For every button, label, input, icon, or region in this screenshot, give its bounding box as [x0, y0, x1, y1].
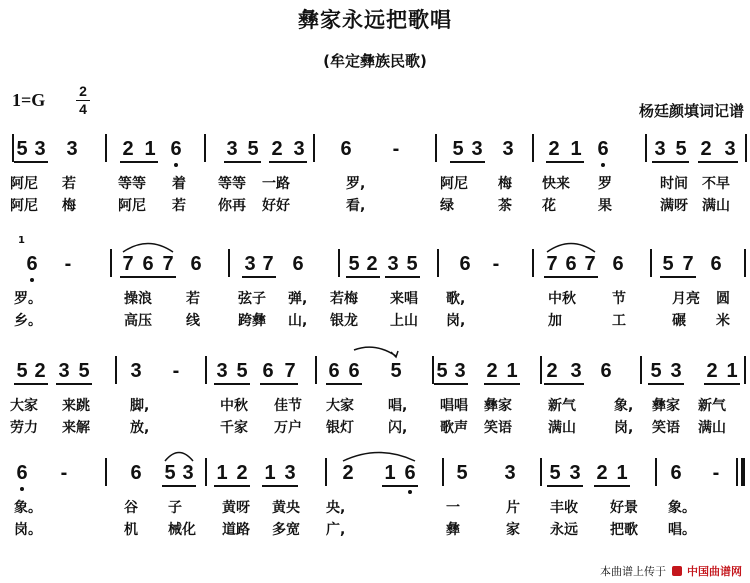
- lyric-verse-2: 你再: [218, 198, 246, 214]
- lyric-verse-2: 广,: [326, 522, 346, 538]
- barline: [650, 249, 652, 277]
- note: 5: [348, 253, 360, 275]
- lyric-verse-1: 罗,: [346, 176, 366, 192]
- dash-extension: -: [492, 253, 500, 275]
- lyric-verse-1: 节: [612, 291, 626, 307]
- note: 5: [16, 360, 28, 382]
- footer: [600, 563, 742, 579]
- lyric-verse-1: 唱,: [388, 398, 408, 414]
- lyric-verse-2: 看,: [346, 198, 366, 214]
- lyric-verse-1: 唱唱: [440, 398, 468, 414]
- lyric-verse-1: 彝家: [652, 398, 680, 414]
- lyric-verse-1: 彝家: [484, 398, 512, 414]
- eighth-underline: [450, 161, 485, 163]
- barline: [532, 134, 534, 162]
- lyric-verse-2: 唱。: [668, 522, 696, 538]
- note: 3: [293, 138, 305, 160]
- barline: [540, 458, 542, 486]
- lyric-verse-1: 丰收: [550, 500, 578, 516]
- barline: [540, 356, 542, 384]
- lyric-verse-2: 跨彝: [238, 313, 266, 329]
- lyric-verse-1: 子: [168, 500, 182, 516]
- lyric-verse-1: 一路: [262, 176, 290, 192]
- lyric-verse-1: 罗。: [14, 291, 42, 307]
- lyric-verse-1: 若: [62, 176, 76, 192]
- eighth-underline: [652, 161, 689, 163]
- note: 2: [34, 360, 46, 382]
- note: 5: [164, 462, 176, 484]
- time-signature-top: 2: [79, 83, 87, 99]
- note: 2: [546, 360, 558, 382]
- eighth-underline: [162, 485, 196, 487]
- lyric-verse-1: 圆: [716, 291, 730, 307]
- lyric-verse-1: 快来: [542, 176, 570, 192]
- lyric-verse-2: 岗。: [14, 522, 42, 538]
- note: 6: [340, 138, 352, 160]
- song-subtitle: (牟定彝族民歌): [323, 52, 427, 70]
- lyric-verse-1: 央,: [326, 500, 346, 516]
- note: 6: [190, 253, 202, 275]
- lyric-verse-2: 银灯: [326, 420, 354, 436]
- lyric-verse-1: 片: [506, 500, 520, 516]
- note: 3: [569, 462, 581, 484]
- eighth-underline: [704, 383, 740, 385]
- lyric-verse-2: 歌声: [440, 420, 468, 436]
- eighth-underline: [260, 383, 298, 385]
- barline: [435, 134, 437, 162]
- note: 5: [247, 138, 259, 160]
- barline: [744, 249, 746, 277]
- lyric-verse-1: 黄央: [272, 500, 300, 516]
- barline: [437, 249, 439, 277]
- dash-extension: -: [172, 360, 180, 382]
- note: 1: [726, 360, 738, 382]
- footer-text: 本曲谱上传于: [600, 565, 666, 578]
- note: 1: [216, 462, 228, 484]
- dash-extension: -: [392, 138, 400, 160]
- dash-extension: -: [712, 462, 720, 484]
- note: 3: [654, 138, 666, 160]
- barline: [744, 356, 746, 384]
- note: 3: [66, 138, 78, 160]
- eighth-underline: [326, 383, 362, 385]
- lyric-verse-1: 来跳: [62, 398, 90, 414]
- lyric-verse-1: 阿尼: [10, 176, 38, 192]
- note: 6: [262, 360, 274, 382]
- eighth-underline: [120, 161, 158, 163]
- song-title: 彝家永远把歌唱: [298, 8, 452, 32]
- note: 6: [170, 138, 182, 160]
- eighth-underline: [14, 383, 48, 385]
- note: 6: [404, 462, 416, 484]
- eighth-underline: [547, 485, 583, 487]
- barline: [204, 134, 206, 162]
- note: 3: [244, 253, 256, 275]
- eighth-underline: [120, 276, 176, 278]
- note: 6: [600, 360, 612, 382]
- note: 3: [284, 462, 296, 484]
- note: 5: [452, 138, 464, 160]
- note: 6: [710, 253, 722, 275]
- note: 6: [142, 253, 154, 275]
- lyric-verse-1: 弦子: [238, 291, 266, 307]
- eighth-underline: [214, 383, 250, 385]
- note: 3: [216, 360, 228, 382]
- lyric-verse-1: 着: [172, 176, 186, 192]
- lyric-verse-2: 满山: [698, 420, 726, 436]
- lyric-verse-1: 一: [446, 500, 460, 516]
- lyric-verse-1: 新气: [548, 398, 576, 414]
- time-signature: [76, 84, 90, 117]
- barline: [205, 356, 207, 384]
- dash-extension: -: [60, 462, 68, 484]
- eighth-underline: [434, 383, 468, 385]
- note: 2: [596, 462, 608, 484]
- note: 2: [486, 360, 498, 382]
- note: 6: [292, 253, 304, 275]
- lyric-verse-2: 加: [548, 313, 562, 329]
- eighth-underline: [698, 161, 738, 163]
- note: 3: [34, 138, 46, 160]
- note: 3: [724, 138, 736, 160]
- note: 3: [130, 360, 142, 382]
- lyric-verse-2: 笑语: [652, 420, 680, 436]
- lyric-verse-1: 大家: [326, 398, 354, 414]
- note: 7: [584, 253, 596, 275]
- lyric-verse-1: 大家: [10, 398, 38, 414]
- note: 1: [264, 462, 276, 484]
- barline: [745, 134, 747, 162]
- note: 3: [471, 138, 483, 160]
- note: 5: [78, 360, 90, 382]
- lyric-verse-1: 弹,: [288, 291, 308, 307]
- barline: [105, 458, 107, 486]
- score-system-2: [0, 235, 750, 343]
- note: 3: [502, 138, 514, 160]
- lyric-verse-2: 乡。: [14, 313, 42, 329]
- low-octave-dot: [20, 487, 24, 491]
- lyric-verse-2: 永远: [550, 522, 578, 538]
- lyric-verse-2: 果: [598, 198, 612, 214]
- eighth-underline: [660, 276, 696, 278]
- lyric-verse-2: 绿: [440, 198, 454, 214]
- barline: [325, 458, 327, 486]
- low-octave-dot: [174, 163, 178, 167]
- lyric-verse-1: 中秋: [548, 291, 576, 307]
- note: 5: [650, 360, 662, 382]
- barline: [110, 249, 112, 277]
- note: 6: [670, 462, 682, 484]
- lyric-verse-2: 满山: [548, 420, 576, 436]
- barline: [315, 356, 317, 384]
- lyric-verse-1: 好景: [610, 500, 638, 516]
- slur-mark: [122, 239, 174, 253]
- score-system-4: [0, 452, 750, 552]
- note: 5: [236, 360, 248, 382]
- barline: [313, 134, 315, 162]
- note: 5: [406, 253, 418, 275]
- lyric-verse-1: 脚,: [130, 398, 150, 414]
- barline: [105, 134, 107, 162]
- note: 2: [548, 138, 560, 160]
- lyric-verse-2: 若: [172, 198, 186, 214]
- eighth-underline: [269, 161, 307, 163]
- lyric-verse-1: 操浪: [124, 291, 152, 307]
- note: 2: [706, 360, 718, 382]
- lyric-verse-1: 不早: [702, 176, 730, 192]
- barline: [115, 356, 117, 384]
- low-octave-dot: [408, 490, 412, 494]
- note: 1: [570, 138, 582, 160]
- note: 5: [16, 138, 28, 160]
- lyric-verse-1: 等等: [118, 176, 146, 192]
- note: 6: [26, 253, 38, 275]
- lyric-verse-2: 线: [186, 313, 200, 329]
- eighth-underline: [594, 485, 630, 487]
- note: 7: [682, 253, 694, 275]
- lyric-verse-2: 千家: [220, 420, 248, 436]
- note: 6: [597, 138, 609, 160]
- note: 1: [384, 462, 396, 484]
- lyric-verse-2: 劳力: [10, 420, 38, 436]
- note: 1: [616, 462, 628, 484]
- lyric-verse-2: 岗,: [446, 313, 466, 329]
- lyric-verse-2: 机: [124, 522, 138, 538]
- site-logo-icon: [672, 566, 682, 576]
- note: 2: [122, 138, 134, 160]
- final-barline: [741, 458, 745, 486]
- lyric-verse-1: 象,: [614, 398, 634, 414]
- note: 3: [570, 360, 582, 382]
- eighth-underline: [346, 276, 380, 278]
- eighth-underline: [544, 276, 598, 278]
- note: 3: [454, 360, 466, 382]
- note: 5: [456, 462, 468, 484]
- note: 3: [504, 462, 516, 484]
- eighth-underline: [484, 383, 520, 385]
- lyric-verse-1: 中秋: [220, 398, 248, 414]
- lyric-verse-1: 若梅: [330, 291, 358, 307]
- lyric-verse-2: 岗,: [614, 420, 634, 436]
- eighth-underline: [242, 276, 276, 278]
- lyric-verse-2: 满呀: [660, 198, 688, 214]
- score-system-1: [0, 128, 750, 228]
- slur-mark: [342, 448, 416, 462]
- note: 7: [122, 253, 134, 275]
- barline: [205, 458, 207, 486]
- eighth-underline: [56, 383, 92, 385]
- lyric-verse-2: 多宽: [272, 522, 300, 538]
- low-octave-dot: [30, 278, 34, 282]
- lyric-verse-2: 放,: [130, 420, 150, 436]
- slur-mark: [546, 239, 596, 253]
- note: 7: [546, 253, 558, 275]
- lyric-verse-2: 梅: [62, 198, 76, 214]
- barline: [640, 356, 642, 384]
- lyric-verse-1: 月亮: [672, 291, 700, 307]
- lyric-verse-1: 时间: [660, 176, 688, 192]
- note: 3: [58, 360, 70, 382]
- eighth-underline: [382, 485, 418, 487]
- time-signature-bottom: 4: [79, 101, 87, 117]
- lyric-verse-1: 等等: [218, 176, 246, 192]
- note: 3: [226, 138, 238, 160]
- lyric-verse-1: 来唱: [390, 291, 418, 307]
- lyric-verse-1: 谷: [124, 500, 138, 516]
- lyric-verse-2: 来解: [62, 420, 90, 436]
- note: 6: [130, 462, 142, 484]
- key-signature: 1=G: [12, 90, 46, 110]
- lyric-verse-2: 高压: [124, 313, 152, 329]
- footer-brand: 中国曲谱网: [687, 565, 742, 578]
- lyric-verse-2: 工: [612, 313, 626, 329]
- lyric-verse-2: 山,: [288, 313, 308, 329]
- note: 2: [342, 462, 354, 484]
- lyric-verse-2: 阿尼: [118, 198, 146, 214]
- eighth-underline: [214, 485, 250, 487]
- note: 5: [662, 253, 674, 275]
- barline: [228, 249, 230, 277]
- lyric-verse-1: 象。: [14, 500, 42, 516]
- note: 6: [16, 462, 28, 484]
- eighth-underline: [648, 383, 684, 385]
- eighth-underline: [546, 161, 584, 163]
- lyric-verse-2: 米: [716, 313, 730, 329]
- lyric-verse-2: 笑语: [484, 420, 512, 436]
- note: 5: [390, 360, 402, 382]
- lyric-verse-2: 道路: [222, 522, 250, 538]
- composer-credit: 杨廷颜填词记谱: [638, 102, 744, 120]
- eighth-underline: [544, 383, 584, 385]
- note: 6: [328, 360, 340, 382]
- lyric-verse-2: 碾: [672, 313, 686, 329]
- note: 3: [387, 253, 399, 275]
- note: 3: [182, 462, 194, 484]
- barline: [532, 249, 534, 277]
- lyric-verse-2: 茶: [498, 198, 512, 214]
- note: 6: [612, 253, 624, 275]
- note: 6: [348, 360, 360, 382]
- note: 6: [459, 253, 471, 275]
- lyric-verse-1: 若: [186, 291, 200, 307]
- barline: [442, 458, 444, 486]
- eighth-underline: [385, 276, 420, 278]
- lyric-verse-1: 罗: [598, 176, 612, 192]
- glide-arrow-icon: [354, 344, 406, 360]
- lyric-verse-1: 歌,: [446, 291, 466, 307]
- lyric-verse-2: 银龙: [330, 313, 358, 329]
- note: 5: [675, 138, 687, 160]
- lyric-verse-2: 上山: [390, 313, 418, 329]
- eighth-underline: [262, 485, 298, 487]
- note: 7: [284, 360, 296, 382]
- barline: [645, 134, 647, 162]
- note: 2: [700, 138, 712, 160]
- lyric-verse-1: 象。: [668, 500, 696, 516]
- lyric-verse-1: 新气: [698, 398, 726, 414]
- lyric-verse-1: 阿尼: [440, 176, 468, 192]
- lyric-verse-2: 阿尼: [10, 198, 38, 214]
- final-barline-thin: [736, 458, 738, 486]
- lyric-verse-1: 黄呀: [222, 500, 250, 516]
- lyric-verse-2: 万户: [274, 420, 302, 436]
- lyric-verse-2: 花: [542, 198, 556, 214]
- note: 2: [236, 462, 248, 484]
- note: 2: [271, 138, 283, 160]
- note: 1: [144, 138, 156, 160]
- grace-note: 1: [18, 235, 25, 246]
- barline: [338, 249, 340, 277]
- barline: [655, 458, 657, 486]
- lyric-verse-2: 家: [506, 522, 520, 538]
- score-system-3: [0, 350, 750, 450]
- lyric-verse-2: 把歌: [610, 522, 638, 538]
- note: 3: [670, 360, 682, 382]
- note: 2: [366, 253, 378, 275]
- eighth-underline: [14, 161, 48, 163]
- eighth-underline: [224, 161, 261, 163]
- lyric-verse-2: 闪,: [388, 420, 408, 436]
- lyric-verse-2: 满山: [702, 198, 730, 214]
- note: 7: [162, 253, 174, 275]
- slur-mark: [164, 448, 194, 462]
- lyric-verse-1: 梅: [498, 176, 512, 192]
- note: 7: [262, 253, 274, 275]
- lyric-verse-1: 佳节: [274, 398, 302, 414]
- dash-extension: -: [64, 253, 72, 275]
- low-octave-dot: [601, 163, 605, 167]
- note: 1: [506, 360, 518, 382]
- lyric-verse-2: 好好: [262, 198, 290, 214]
- note: 6: [565, 253, 577, 275]
- note: 5: [549, 462, 561, 484]
- note: 5: [436, 360, 448, 382]
- lyric-verse-2: 彝: [446, 522, 460, 538]
- lyric-verse-2: 械化: [168, 522, 196, 538]
